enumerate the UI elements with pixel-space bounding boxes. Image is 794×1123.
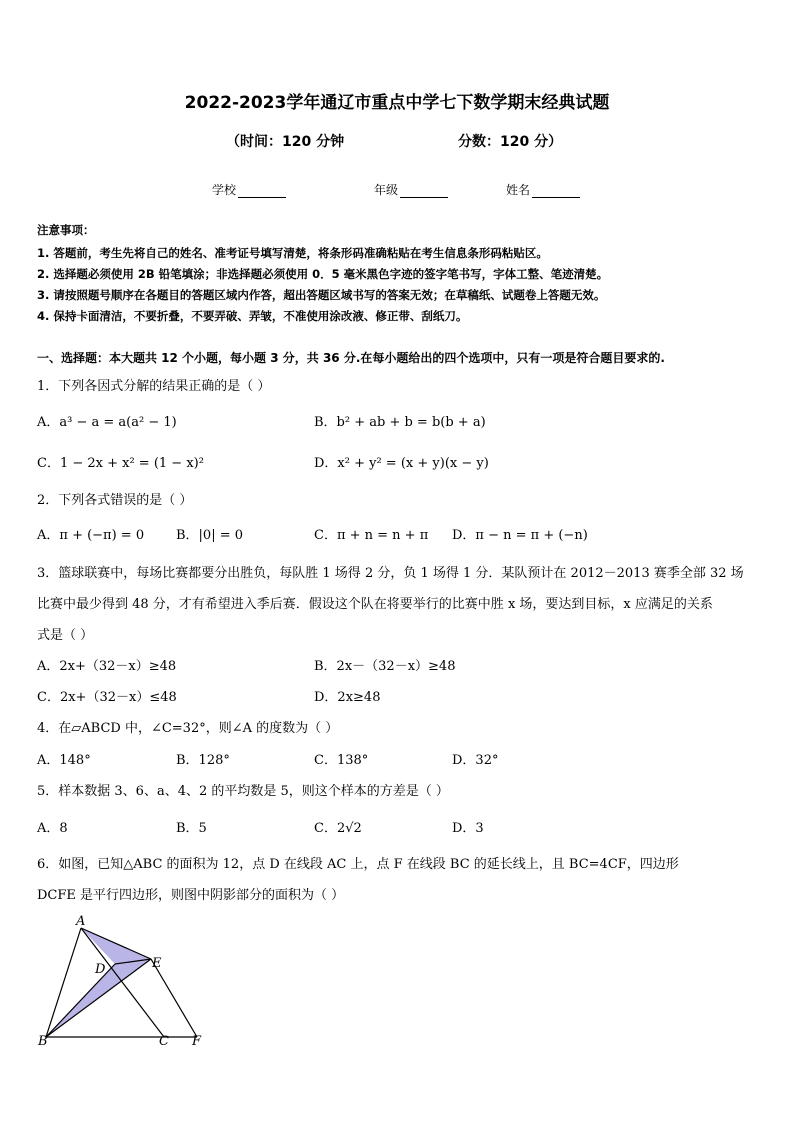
question-6-line-1: 6．如图，已知△ABC 的面积为 12，点 D 在线段 AC 上，点 F 在线段 BC 的延长线上，且 BC=4CF，四边形 (37, 857, 679, 872)
grade-label: 年级 (374, 183, 399, 197)
name-field (506, 181, 580, 198)
question-2-option-b: B．|0| = 0 (176, 528, 244, 543)
point-label-b: B (38, 1034, 48, 1049)
question-4-option-c: C．138° (314, 753, 369, 768)
question-1-option-a: A．a³ − a = a(a² − 1) (37, 415, 177, 430)
question-2-option-a: A．π + (−π) = 0 (37, 528, 145, 543)
point-label-c: C (159, 1034, 169, 1049)
question-1-stem: 1．下列各因式分解的结果正确的是（ ） (37, 379, 271, 394)
point-label-d: D (95, 962, 106, 977)
school-field (212, 181, 286, 198)
notice-item: 2. 选择题必须使用 2B 铅笔填涂；非选择题必须使用 0．5 毫米黑色字迹的签字笔书写，字体工整、笔迹清楚。 (37, 267, 609, 281)
question-5-stem: 5．样本数据 3、6、a、4、2 的平均数是 5，则这个样本的方差是（ ） (37, 784, 449, 799)
question-3-option-a: A．2x+（32－x）≥48 (37, 659, 177, 674)
point-label-f: F (192, 1034, 202, 1049)
school-label: 学校 (212, 183, 237, 197)
question-4-option-d: D．32° (452, 753, 499, 768)
exam-time: （时间：120 分钟 (226, 134, 345, 150)
question-3-option-c: C．2x+（32－x）≤48 (37, 690, 177, 705)
segment-ac (81, 928, 164, 1037)
name-label: 姓名 (506, 183, 531, 197)
notice-item: 1. 答题前，考生先将自己的姓名、准考证号填写清楚，将条形码准确粘贴在考生信息条形码粘贴区。 (37, 246, 548, 260)
notice-heading: 注意事项： (37, 223, 95, 237)
question-4-option-b: B．128° (176, 753, 230, 768)
grade-field (374, 181, 448, 198)
question-2-stem: 2．下列各式错误的是（ ） (37, 493, 193, 508)
name-blank (532, 184, 580, 198)
grade-blank (400, 184, 448, 198)
shaded-triangle-top (81, 928, 151, 964)
section-heading: 一、选择题：本大题共 12 个小题，每小题 3 分，共 36 分.在每小题给出的四个选项中，只有一项是符合题目要求的. (37, 351, 665, 365)
question-1-option-c: C．1 − 2x + x² = (1 − x)² (37, 456, 204, 471)
question-5-option-b: B．5 (176, 821, 207, 836)
question-3-option-b: B．2x－（32－x）≥48 (314, 659, 456, 674)
notice-item: 4. 保持卡面清洁，不要折叠，不要弄破、弄皱，不准使用涂改液、修正带、刮纸刀。 (37, 309, 468, 323)
question-3-line-2: 比赛中最少得到 48 分，才有希望进入季后赛．假设这个队在将要举行的比赛中胜 x 场，要达到目标，x 应满足的关系 (37, 597, 713, 612)
question-2-option-d: D．π − n = π + (−n) (452, 528, 588, 543)
question-6-line-2: DCFE 是平行四边形，则图中阴影部分的面积为（ ） (37, 888, 345, 903)
question-4-stem: 4．在▱ABCD 中，∠C=32°，则∠A 的度数为（ ） (37, 721, 339, 736)
question-1-option-b: B．b² + ab + b = b(b + a) (314, 415, 486, 430)
question-3-line-3: 式是（ ） (37, 628, 94, 643)
question-5-option-d: D．3 (452, 821, 484, 836)
question-4-option-a: A．148° (37, 753, 91, 768)
question-5-option-c: C．2√2 (314, 821, 362, 836)
question-3-option-d: D．2x≥48 (314, 690, 381, 705)
geometry-figure (30, 912, 220, 1052)
question-2-option-c: C．π + n = n + π (314, 528, 429, 543)
question-1-option-d: D．x² + y² = (x + y)(x − y) (314, 456, 489, 471)
school-blank (238, 184, 286, 198)
point-label-e: E (152, 956, 162, 971)
page-title: 2022-2023学年通辽市重点中学七下数学期末经典试题 (184, 93, 610, 113)
notice-item: 3. 请按照题号顺序在各题目的答题区域内作答，超出答题区域书写的答案无效；在草稿纸、试题卷上答题无效。 (37, 288, 606, 302)
question-5-option-a: A．8 (37, 821, 68, 836)
question-3-line-1: 3．篮球联赛中，每场比赛都要分出胜负，每队胜 1 场得 2 分，负 1 场得 1 分．某队预计在 2012－2013 赛季全部 32 场 (37, 566, 744, 581)
exam-score: 分数：120 分） (458, 134, 563, 150)
point-label-a: A (76, 914, 86, 929)
